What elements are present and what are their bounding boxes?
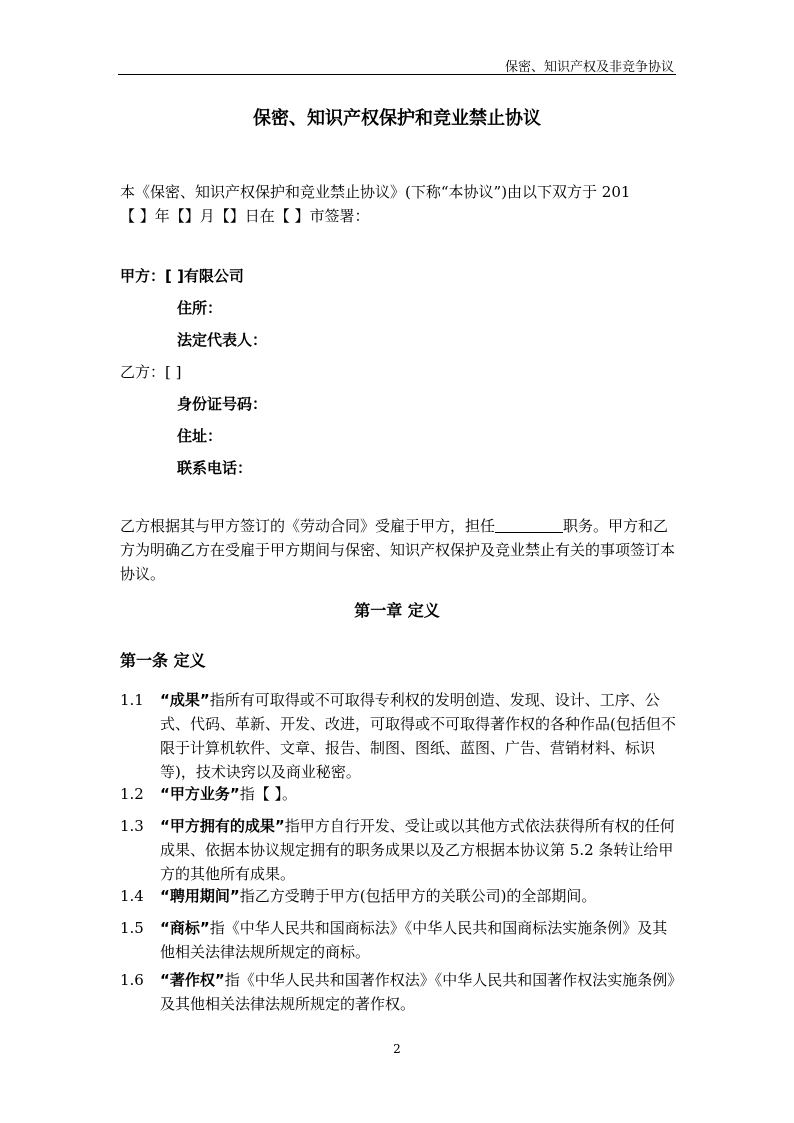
intro-line-2: 【 】年【】月【】日在【 】市签署： bbox=[120, 207, 370, 225]
preamble-part-1: 乙方根据其与甲方签订的《劳动合同》受雇于甲方，担任 bbox=[120, 517, 496, 535]
header-rule bbox=[118, 74, 676, 75]
party-b-phone: 联系电话： bbox=[177, 459, 253, 477]
running-header: 保密、知识产权及非竞争协议 bbox=[504, 60, 674, 75]
definition-number: 1.3 bbox=[120, 817, 144, 835]
preamble-paragraph bbox=[120, 514, 676, 586]
definition-text: 指【 】。 bbox=[239, 785, 297, 803]
definition-number: 1.1 bbox=[120, 691, 144, 709]
party-b-label: 乙方：[ ] bbox=[120, 363, 182, 381]
definition-term: “商标” bbox=[160, 919, 210, 937]
document-title: 保密、知识产权保护和竞业禁止协议 bbox=[253, 108, 541, 129]
definition-item bbox=[120, 782, 676, 806]
definition-number: 1.2 bbox=[120, 785, 144, 803]
intro-line-1: 本《保密、知识产权保护和竞业禁止协议》(下称“本协议”)由以下双方于 201 bbox=[120, 183, 631, 201]
definition-text: 指《中华人民共和国商标法》《中华人民共和国商标法实施条例》及其他相关法律法规所规定的商标。 bbox=[160, 919, 668, 961]
page-number: 2 bbox=[393, 1042, 401, 1056]
article-heading: 第一条 定义 bbox=[120, 651, 206, 670]
definition-item bbox=[120, 968, 676, 1016]
definition-item bbox=[120, 688, 676, 784]
definition-item bbox=[120, 884, 676, 908]
definition-term: “著作权” bbox=[160, 971, 225, 989]
definition-number: 1.4 bbox=[120, 887, 144, 905]
party-b-id-number: 身份证号码： bbox=[177, 395, 268, 413]
chapter-heading: 第一章 定义 bbox=[354, 601, 440, 620]
definition-text: 指《中华人民共和国著作权法》《中华人民共和国著作权法实施条例》及其他相关法律法规所规定的著作权。 bbox=[160, 971, 675, 1013]
party-a-address: 住所： bbox=[177, 299, 223, 317]
preamble-part-2: 职务。甲方和乙方为明确乙方在受雇于甲方期间与保密、知识产权保护及竞业禁止有关的事项签订本协议。 bbox=[120, 517, 676, 583]
definition-number: 1.5 bbox=[120, 919, 144, 937]
party-b-address: 住址： bbox=[177, 427, 223, 445]
definition-term: “甲方拥有的成果” bbox=[160, 817, 285, 835]
party-a-label: 甲方：[ ]有限公司 bbox=[120, 267, 244, 285]
definition-number: 1.6 bbox=[120, 971, 144, 989]
definition-term: “聘用期间” bbox=[160, 887, 240, 905]
party-a-legal-rep: 法定代表人： bbox=[177, 331, 268, 349]
definition-term: “甲方业务” bbox=[160, 785, 240, 803]
position-blank-line bbox=[495, 516, 563, 533]
definition-text: 指甲方自行开发、受让或以其他方式依法获得所有权的任何成果、依据本协议规定拥有的职务成果以及乙方根据本协议第 5.2 条转让给甲方的其他所有成果。 bbox=[160, 817, 675, 883]
definition-text: 指所有可取得或不可取得专利权的发明创造、发现、设计、工序、公式、代码、革新、开发、改进，可取得或不可取得著作权的各种作品(包括但不限于计算机软件、文章、报告、制图、图纸、蓝图、广告、营销材料、标识等)，技术诀窍以及商业秘密。 bbox=[160, 691, 676, 781]
definition-text: 指乙方受聘于甲方(包括甲方的关联公司)的全部期间。 bbox=[239, 887, 597, 905]
definition-item bbox=[120, 814, 676, 886]
definition-term: “成果” bbox=[160, 691, 210, 709]
definition-item bbox=[120, 916, 676, 964]
